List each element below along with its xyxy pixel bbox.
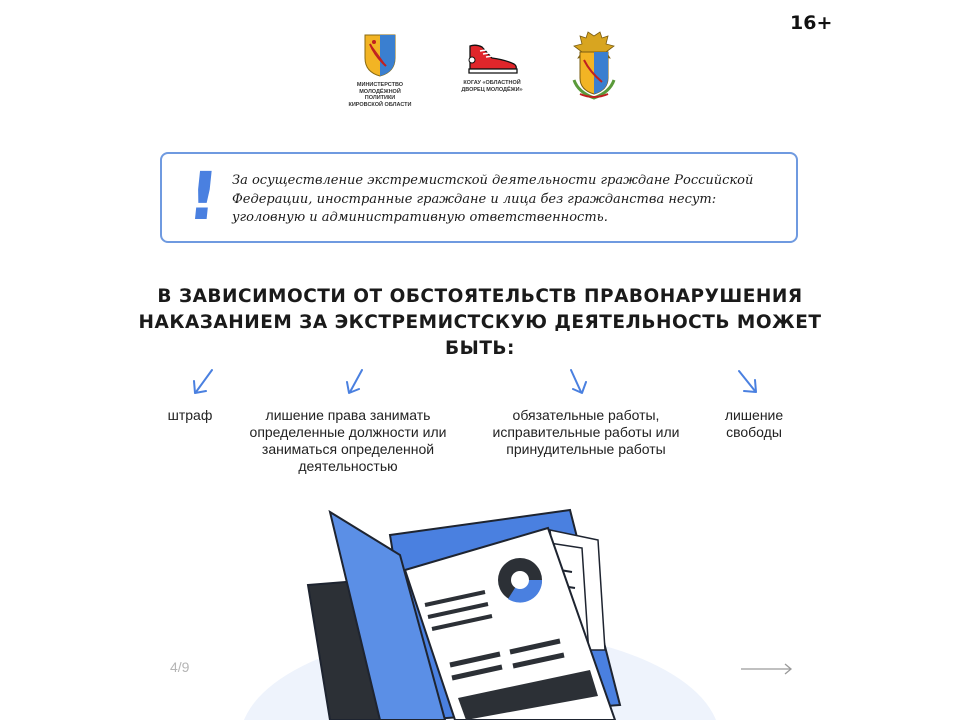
page-indicator: 4/9 — [170, 659, 190, 675]
penalty-compulsory-work: обязательные работы, исправительные работы или принудительные работы — [492, 407, 680, 457]
police-emblem-icon — [568, 30, 620, 102]
penalty-disqualification: лишение права занимать определенные должности или заниматься определенной деятельностью — [249, 407, 447, 474]
penalty-fine: штраф — [167, 407, 213, 423]
ministry-logo-caption: МИНИСТЕРСТВО МОЛОДЁЖНОЙ ПОЛИТИКИ КИРОВСКОЙ ОБЛАСТИ — [348, 82, 412, 108]
ministry-logo — [344, 32, 416, 108]
youth-palace-logo-caption: КОГАУ «ОБЛАСТНОЙ ДВОРЕЦ МОЛОДЁЖИ» — [461, 80, 523, 93]
section-heading: В ЗАВИСИМОСТИ ОТ ОБСТОЯТЕЛЬСТВ ПРАВОНАРУШЕНИЯ НАКАЗАНИЕМ ЗА ЭКСТРЕМИСТСКУЮ ДЕЯТЕЛЬНОСТЬ МОЖЕТ БЫТЬ: — [138, 286, 822, 359]
police-logo — [566, 30, 622, 106]
age-rating-badge: 16+ — [790, 12, 833, 34]
arrow-down-right-icon — [565, 368, 591, 396]
arrow-down-left-icon — [190, 368, 216, 396]
documents-folder-illustration — [230, 500, 730, 720]
penalty-imprisonment: лишение свободы — [724, 407, 784, 440]
notice-text: За осуществление экстремистской деятельности граждане Российской Федерации, иностранные граждане и лица без гражданства несут: уголовную и административную ответственность. — [232, 173, 754, 225]
exclamation-icon: ! — [184, 158, 223, 235]
kirov-region-coat-of-arms-icon — [362, 32, 398, 78]
red-sneaker-icon — [464, 42, 520, 76]
notice-box — [160, 152, 798, 243]
arrow-down-left-icon — [342, 368, 368, 396]
next-page-arrow-icon[interactable] — [740, 662, 794, 676]
youth-palace-logo — [456, 42, 528, 93]
arrow-down-right-icon — [735, 368, 761, 396]
